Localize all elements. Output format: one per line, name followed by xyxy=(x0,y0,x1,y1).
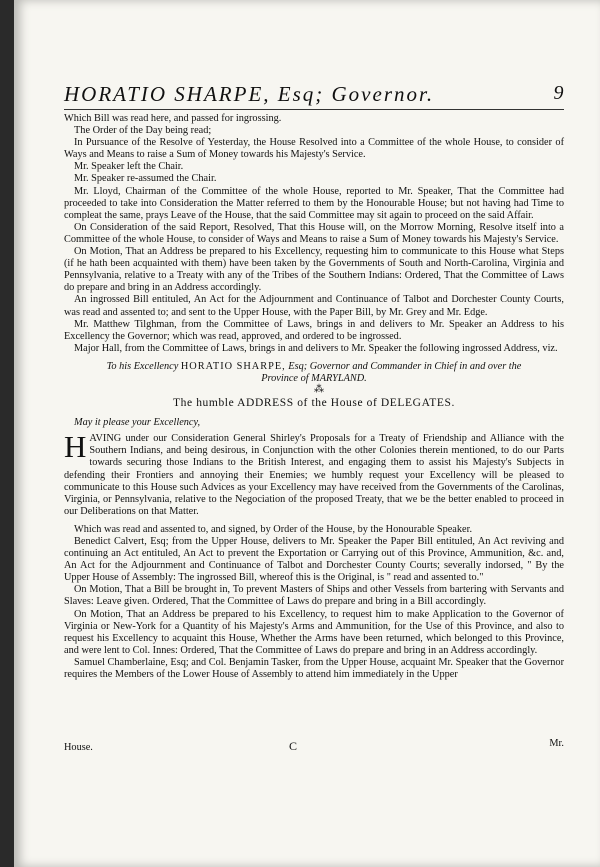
header-rule xyxy=(64,109,564,110)
address-body xyxy=(64,429,564,518)
document-page xyxy=(14,0,600,867)
address-to-a: To his Excellency xyxy=(106,360,179,372)
paragraph: On Consideration of the said Report, Resolved, That this House will, on the Morrow Morning, Resolve itself into a Committee of the whole House, to consider of Ways and Means to raise a Sum of Money towards his Majesty's Service. xyxy=(64,221,564,245)
paragraph: In Pursuance of the Resolve of Yesterday, the House Resolved into a Committee of the whole House, to consider of Ways and Means to raise a Sum of Money towards his Majesty's Service. xyxy=(64,137,564,161)
address-title: The humble ADDRESS of the House of DELEGATES. xyxy=(173,397,455,410)
paragraph: An ingrossed Bill entituled, An Act for the Adjournment and Continuance of Talbot and Dorchester County Courts, was read and assented to; and sent to the Upper House, with the Paper Bill, by Mr. Grey and Mr. Edge. xyxy=(64,294,564,318)
paragraph: On Motion, That an Address be prepared to his Excellency, to request him to make Application to the Governor of Virginia or New-York for a Quantity of his Majesty's Arms and Ammunition, for the Use of this Province, and also to request his Excellency to acquaint this House, Whether the Arms have been returned, which belonged to this Province, and were lent to Col. Innes: Ordered, That the Committee of Laws do prepare and bring in an Address accordingly. xyxy=(64,608,564,656)
paragraph: Major Hall, from the Committee of Laws, brings in and delivers to Mr. Speaker the following ingrossed Address, viz. xyxy=(74,342,558,354)
header-title: HORATIO SHARPE, Esq; Governor. xyxy=(64,82,435,106)
page-footer xyxy=(64,738,564,756)
signature-mark: C xyxy=(289,739,298,753)
last-word: House. xyxy=(64,742,93,753)
address-recipient xyxy=(64,361,564,385)
paragraph: On Motion, That an Address be prepared to his Excellency, requesting him to communicate to this House what Steps (if he hath been acquainted with them) have been taken by the Governments of South and North-Carolina, Virginia and Pennsylvania, relative to a Treaty with any of the Tribes of the Southern Indians: Ordered, That the Committee of Laws do prepare and bring in an Address accordingly. xyxy=(64,246,564,294)
address-to-province: Province of MARYLAND. xyxy=(261,372,367,384)
salutation: May it please your Excellency, xyxy=(74,417,201,429)
paragraph: Which Bill was read here, and passed for ingrossing. xyxy=(64,113,282,124)
catchword: Mr. xyxy=(549,738,564,749)
paragraph: On Motion, That a Bill be brought in, To prevent Masters of Ships and other Vessels from bartering with Servants and Slaves: Leave given. Ordered, That the Committee of Laws do prepare and bring in a Bill accordingly. xyxy=(64,584,564,608)
page-number: 9 xyxy=(553,82,564,104)
ornament-asterism: ⁂ xyxy=(314,384,324,396)
paragraph: The Order of the Day being read; xyxy=(74,125,212,137)
address-to-b: Esq; Governor and Commander in Chief in and over the xyxy=(288,360,522,372)
paragraph: Samuel Chamberlaine, Esq; and Col. Benjamin Tasker, from the Upper House, acquaint Mr. Speaker that the Governor requires the Members of the Lower House of Assembly to attend him immediately in the Upper xyxy=(64,656,564,681)
document-body xyxy=(64,113,564,681)
paragraph: Which was read and assented to, and signed, by Order of the House, by the Honourable Speaker. xyxy=(74,523,473,535)
drop-cap: H xyxy=(64,429,87,465)
address-to-name: HORATIO SHARPE, xyxy=(180,360,286,372)
paragraph: Mr. Speaker re-assumed the Chair. xyxy=(74,173,217,185)
paragraph: Mr. Matthew Tilghman, from the Committee of Laws, brings in and delivers to Mr. Speaker an Address to his Excellency the Governor; which was read, approved, and ordered to be ingrossed. xyxy=(64,318,564,342)
paragraph: Mr. Lloyd, Chairman of the Committee of the whole House, reported to Mr. Speaker, That the Committee had proceeded to take into Consideration the Matter referred to them by the Honourable House; but not having had Time to compleat the same, prays Leave of the House, that the said Committee may sit again to proceed on the said Affair. xyxy=(64,185,564,221)
paragraph: Mr. Speaker left the Chair. xyxy=(74,161,184,173)
paragraph: Benedict Calvert, Esq; from the Upper House, delivers to Mr. Speaker the Paper Bill entituled, An Act reviving and continuing an Act entituled, An Act to prevent the Exportation or Carrying out of this Province, Ammunition, &c. and, An Act for the Adjournment and Continuance of Talbot and Dorchester County Courts; severally indorsed, " By the Upper House of Assembly: The ingrossed Bill, whereof this is the Original, is " read and assented to." xyxy=(64,536,564,584)
running-header xyxy=(64,82,564,108)
address-body-text: AVING under our Consideration General Shirley's Proposals for a Treaty of Friendship and Alliance with the Southern Indians, and being desirous, in Conjunction with the other Colonies therein mentioned, to do our Parts towards securing those Indians to the British Interest, and engaging them to assist his Majesty's Subjects in defending their Frontiers and annoying their Enemies; we humbly request your Excellency will be pleased to communicate to this House such Advices as your Excellency may have received from the Governments of the Carolinas, Virginia, or Pennsylvania, relative to the Negociation of the proposed Treaty, that we be the better enabled to proceed in our Deliberations on that Matter. xyxy=(64,433,564,517)
